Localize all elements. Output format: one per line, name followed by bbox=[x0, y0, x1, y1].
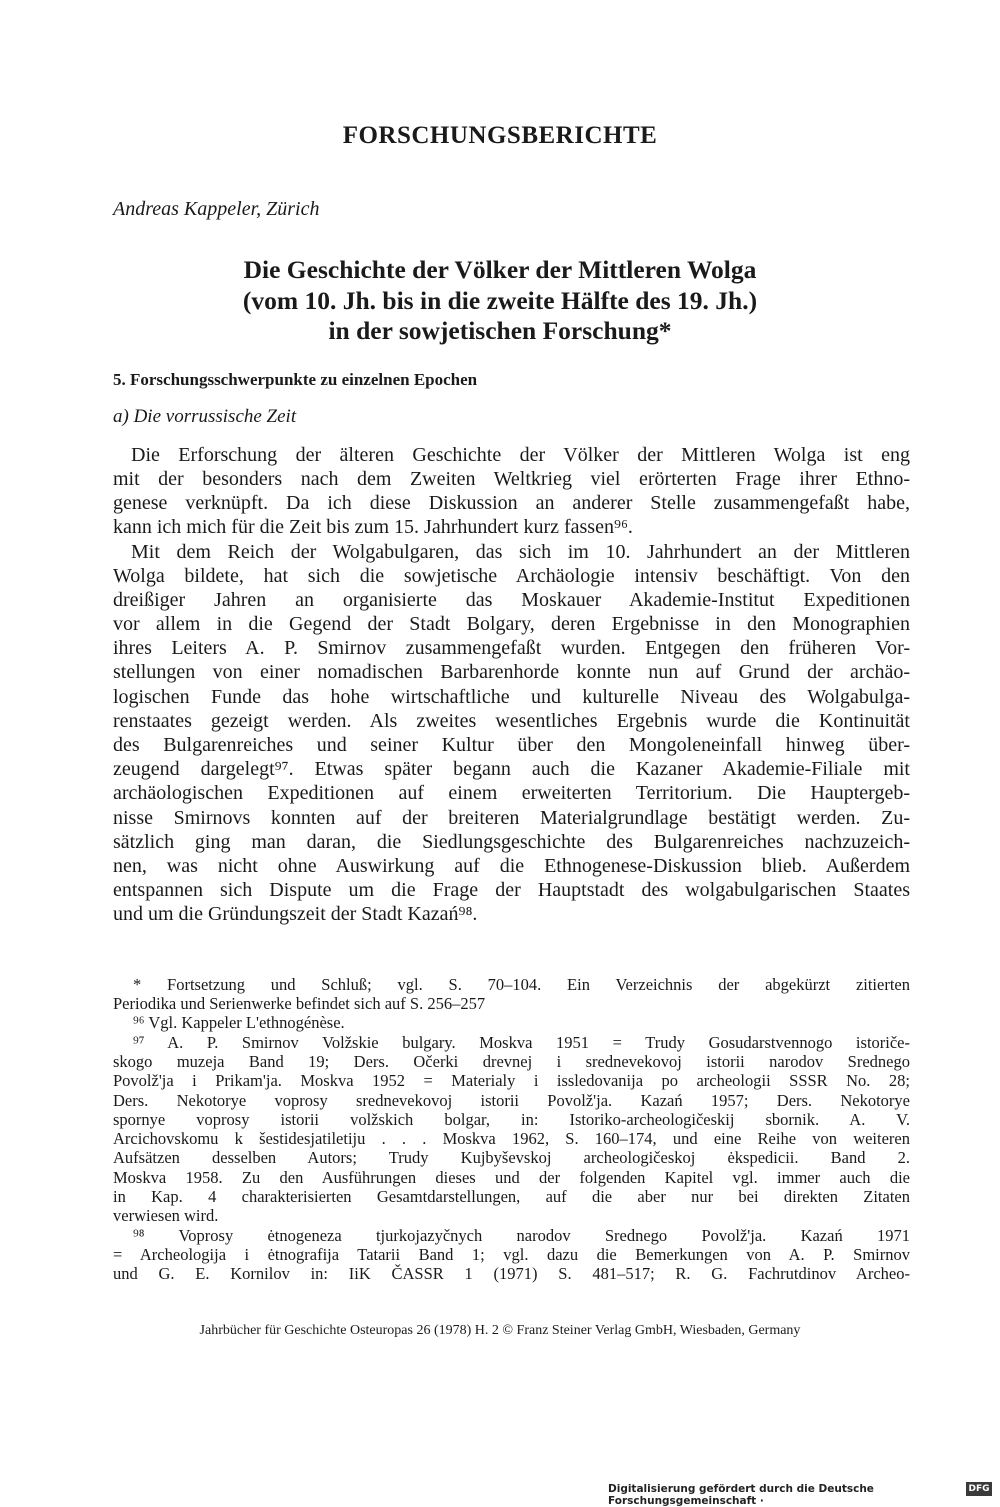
footnote-line: und G. E. Kornilov in: IiK ČASSR 1 (1971) S. 481–517; R. G. Fachrutdinov Archeo- bbox=[113, 1264, 910, 1283]
body-line: sätzlich ging man daran, die Siedlungsgeschichte des Bulgarenreiches nachzuzeich- bbox=[113, 831, 910, 853]
running-footer: Jahrbücher für Geschichte Osteuropas 26 (1978) H. 2 © Franz Steiner Verlag GmbH, Wiesbaden, Germany bbox=[199, 1323, 801, 1338]
body-line: nen, was nicht ohne Auswirkung auf die Ethnogenese-Diskussion blieb. Außerdem bbox=[113, 855, 910, 877]
title-line: in der sowjetischen Forschung* bbox=[328, 316, 672, 345]
article-title bbox=[0, 255, 1000, 347]
subsubsection-heading: a) Die vorrussische Zeit bbox=[113, 406, 297, 427]
digitization-credit: Digitalisierung gefördert durch die Deutsche Forschungsgemeinschaft · bbox=[608, 1483, 874, 1507]
title-line: Die Geschichte der Völker der Mittleren Wolga bbox=[243, 255, 757, 284]
body-line: vor allem in die Gegend der Stadt Bolgary, deren Ergebnisse in den Monographien bbox=[113, 613, 910, 635]
footnote-line: Periodika und Serienwerke befindet sich auf S. 256–257 bbox=[113, 994, 486, 1013]
dfg-logo: DFG bbox=[966, 1482, 992, 1496]
body-line: logischen Funde das hohe wirtschaftliche und kulturelle Niveau des Wolgabulga- bbox=[113, 686, 910, 708]
footnote-line: skogo muzeja Band 19; Ders. Očerki drevnej i srednevekovoj istorii narodov Srednego bbox=[113, 1052, 910, 1071]
body-line: zeugend dargelegt⁹⁷. Etwas später begann auch die Kazaner Akademie-Filiale mit bbox=[113, 758, 910, 780]
footnote-line: Povolž'ja i Prikam'ja. Moskva 1952 = Materialy i issledovanija po archeologii SSSR No. 28; bbox=[113, 1071, 910, 1090]
body-line: und um die Gründungszeit der Stadt Kazań⁹⁸. bbox=[113, 903, 478, 925]
footnote-line: spornye voprosy istorii volžskich bolgar, in: Istoriko-archeologičeskij sbornik. A. V. bbox=[113, 1110, 910, 1129]
body-line: Wolga bildete, hat sich die sowjetische Archäologie intensiv beschäftigt. Von den bbox=[113, 565, 910, 587]
footnote-line: Ders. Nekotorye voprosy srednevekovoj istorii Povolž'ja. Kazań 1957; Ders. Nekotorye bbox=[113, 1091, 910, 1110]
footnote-line: ⁹⁸ Voprosy ėtnogeneza tjurkojazyčnych narodov Srednego Povolž'ja. Kazań 1971 bbox=[133, 1226, 910, 1245]
footnote-line: Arcichovskomu k šestidesjatiletiju . . . Moskva 1962, S. 160–174, und eine Reihe von weiteren bbox=[113, 1129, 910, 1148]
body-line: dreißiger Jahren an organisierte das Moskauer Akademie-Institut Expeditionen bbox=[113, 589, 910, 611]
body-line: renstaates gezeigt werden. Als zweites wesentliches Ergebnis wurde die Kontinuität bbox=[113, 710, 910, 732]
footnote-line: = Archeologija i ėtnografija Tatarii Band 1; vgl. dazu die Bemerkungen von A. P. Smirnov bbox=[113, 1245, 910, 1264]
footnote-line: Moskva 1958. Zu den Ausführungen dieses und der folgenden Kapitel vgl. immer auch die bbox=[113, 1168, 910, 1187]
subsection-heading: 5. Forschungsschwerpunkte zu einzelnen Epochen bbox=[113, 370, 478, 389]
body-line: entspannen sich Dispute um die Frage der Hauptstadt des wolgabulgarischen Staates bbox=[113, 879, 910, 901]
body-line: archäologischen Expeditionen auf einem erweiterten Territorium. Die Hauptergeb- bbox=[113, 782, 910, 804]
body-line: mit der besonders nach dem Zweiten Weltkrieg viel erörterten Frage ihrer Ethno- bbox=[113, 468, 910, 490]
body-line: kann ich mich für die Zeit bis zum 15. Jahrhundert kurz fassen⁹⁶. bbox=[113, 516, 633, 538]
section-heading: FORSCHUNGSBERICHTE bbox=[342, 122, 658, 149]
footnote-line: in Kap. 4 charakterisierten Gesamtdarstellungen, auf die aber nur bei direkten Zitaten bbox=[113, 1187, 910, 1206]
author-line: Andreas Kappeler, Zürich bbox=[113, 198, 320, 220]
footnote-line: Aufsätzen desselben Autors; Trudy Kujbyševskoj archeologičeskoj ėkspedicii. Band 2. bbox=[113, 1148, 910, 1167]
body-line: genese verknüpft. Da ich diese Diskussion an anderer Stelle zusammengefaßt habe, bbox=[113, 492, 910, 514]
body-line: ihres Leiters A. P. Smirnov zusammengefaßt wurden. Entgegen den früheren Vor- bbox=[113, 637, 910, 659]
title-line: (vom 10. Jh. bis in die zweite Hälfte des 19. Jh.) bbox=[242, 285, 758, 315]
body-line: Mit dem Reich der Wolgabulgaren, das sich im 10. Jahrhundert an der Mittleren bbox=[131, 541, 910, 563]
footnote-line: ⁹⁷ A. P. Smirnov Volžskie bulgary. Moskva 1951 = Trudy Gosudarstvennogo istoriče- bbox=[133, 1033, 910, 1052]
body-line: stellungen von einer nomadischen Barbarenhorde konnte nun auf Grund der archäo- bbox=[113, 661, 910, 683]
body-line: des Bulgarenreiches und seiner Kultur über den Mongoleneinfall hinweg über- bbox=[113, 734, 910, 756]
body-line: Die Erforschung der älteren Geschichte der Völker der Mittleren Wolga ist eng bbox=[131, 444, 910, 466]
body-line: nisse Smirnovs konnten auf der breiteren Materialgrundlage bestätigt werden. Zu- bbox=[113, 807, 910, 829]
footnote-line: ⁹⁶ Vgl. Kappeler L'ethnogénèse. bbox=[133, 1013, 345, 1032]
footnote-line: verwiesen wird. bbox=[113, 1206, 219, 1225]
footnote-line: * Fortsetzung und Schluß; vgl. S. 70–104. Ein Verzeichnis der abgekürzt zitierten bbox=[133, 975, 910, 994]
